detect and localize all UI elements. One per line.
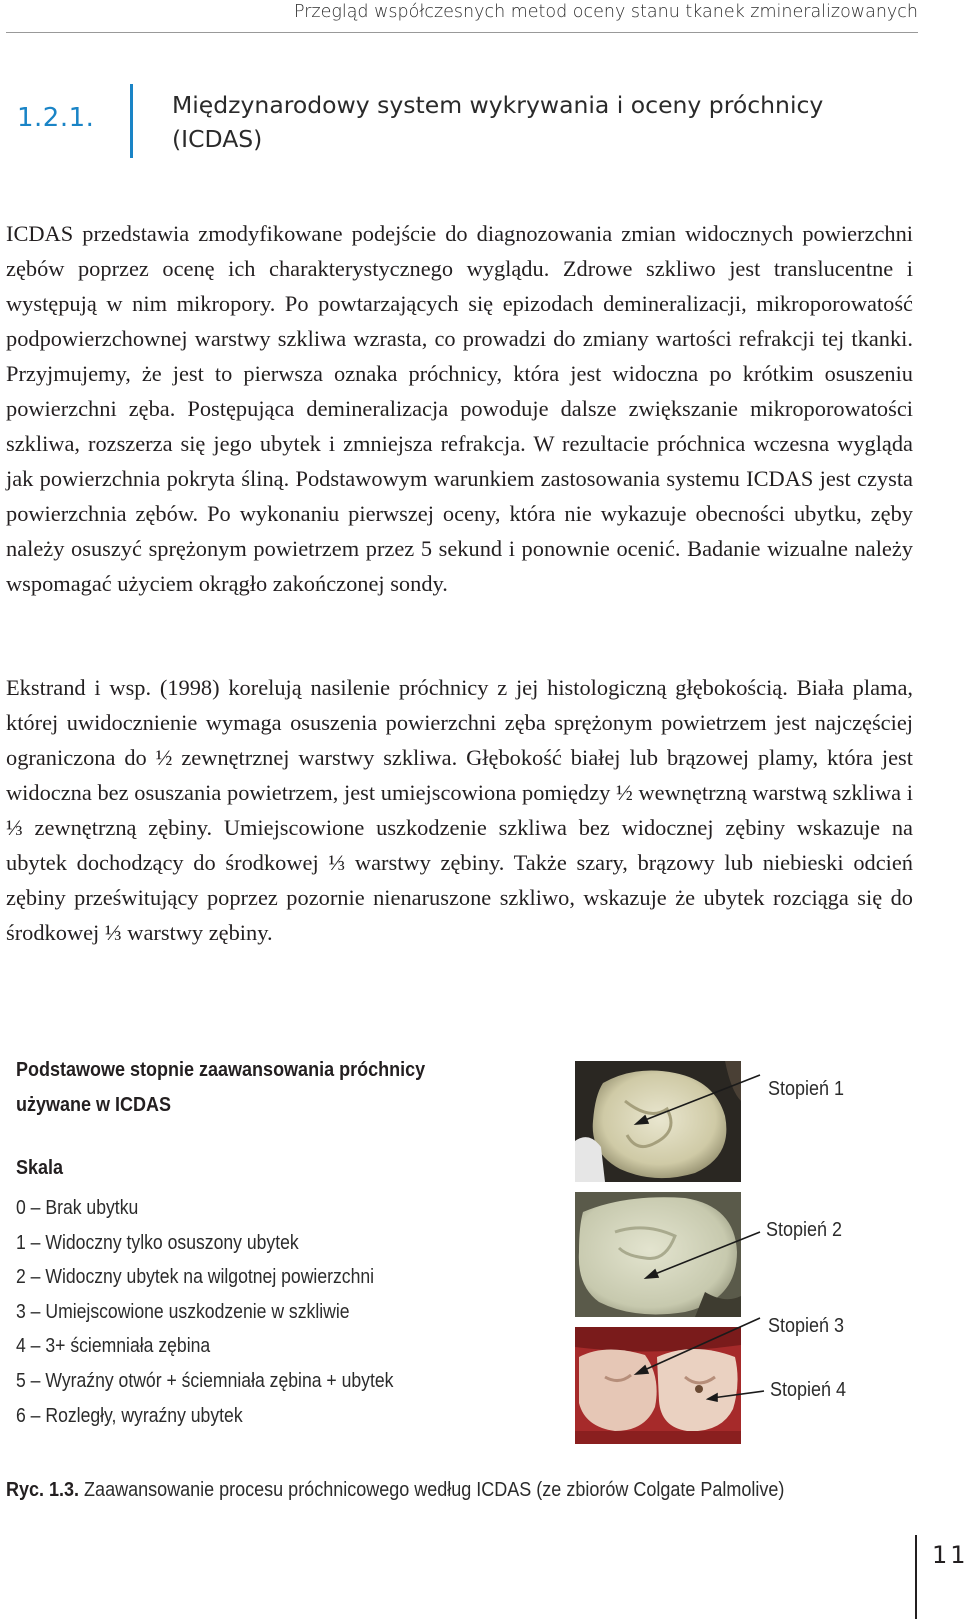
body-paragraph-2: Ekstrand i wsp. (1998) korelują nasilenie próchnicy z jej histologiczną głębokością. Biała plama, której uwidocznienie wymaga osuszenia powierzchni zęba sprężonym powietrzem jest najczęściej ograniczona do ½ zewnętrznej warstwy szkliwa. Głębokość białej lub brązowej plamy, która jest widoczna bez osuszania powietrzem, jest umiejscowiona pomiędzy ½ wewnętrzną warstwą szkliwa i ⅓ zewnętrzną zębiny. Umiejscowione uszkodzenie szkliwa bez widocznej zębiny wskazuje na ubytek dochodzący do środkowej ⅓ warstwy zębiny. Także szary, brązowy lub niebieski odcień zębiny prześwitujący poprzez pozornie nienaruszone szkliwo, wskazuje że ubytek rozciąga się do środkowej ⅓ warstwy zębiny. xyxy=(6,675,913,945)
scale-item: 0 – Brak ubytku xyxy=(16,1197,139,1219)
scale-item: 1 – Widoczny tylko osuszony ubytek xyxy=(16,1231,299,1254)
stage-label-1: Stopień 1 xyxy=(768,1078,845,1100)
stage-label-2: Stopień 2 xyxy=(766,1219,843,1241)
footer-bar xyxy=(915,1535,917,1619)
tooth-photo-stage-1 xyxy=(575,1061,741,1182)
figure-number: Ryc. 1.3. xyxy=(6,1479,80,1501)
section-number: 1.2.1. xyxy=(17,103,95,133)
stage-label-3: Stopień 3 xyxy=(768,1315,845,1337)
figure-caption-text: Zaawansowanie procesu próchnicowego według ICDAS (ze zbiorów Colgate Palmolive) xyxy=(84,1479,785,1501)
tooth-photo-stage-2 xyxy=(575,1192,741,1317)
stage-label-4: Stopień 4 xyxy=(770,1379,847,1401)
tooth-photo-stage-3-4 xyxy=(575,1327,741,1444)
scale-item: 6 – Rozległy, wyraźny ubytek xyxy=(16,1404,243,1427)
section-divider-bar xyxy=(130,84,133,158)
scale-list xyxy=(16,1191,393,1433)
header-rule xyxy=(6,32,918,33)
body-paragraph-1: ICDAS przedstawia zmodyfikowane podejście do diagnozowania zmian widocznych powierzchni zębów poprzez ocenę ich charakterystycznego wyglądu. Zdrowe szkliwo jest translucentne i występują w nim mikropory. Po powtarzających się epizodach demineralizacji, mikroporowatość podpowierzchownej warstwy szkliwa wzrasta, co prowadzi do zmiany wartości refrakcji tej tkanki. Przyjmujemy, że jest to pierwsza oznaka próchnicy, która jest widoczna po krótkim osuszeniu powierzchni zęba. Postępująca demineralizacja powoduje dalsze zwiększanie mikroporowatości szkliwa, rozszerza się jego ubytek i zmniejsza refrakcja. W rezultacie próchnica wczesna wygląda jak powierzchnia pokryta śliną. Podstawowym warunkiem zastosowania systemu ICDAS jest czysta powierzchnia zębów. Po wykonaniu pierwszej oceny, która nie wykazuje obecności ubytku, zęby należy osuszyć sprężonym powietrzem przez 5 sekund i ponownie ocenić. Badanie wizualne należy wspomagać użyciem okrągło zakończonej sondy. xyxy=(6,221,913,596)
scale-item: 5 – Wyraźny otwór + ściemniała zębina + ubytek xyxy=(16,1369,394,1392)
section-title: Międzynarodowy system wykrywania i oceny próchnicy (ICDAS) xyxy=(172,91,824,153)
scale-item: 4 – 3+ ściemniała zębina xyxy=(16,1335,211,1358)
figure-caption xyxy=(6,1479,816,1502)
scale-item: 2 – Widoczny ubytek na wilgotnej powierzchni xyxy=(16,1266,375,1289)
figure-box-heading: Podstawowe stopnie zaawansowania próchnicy używane w ICDAS xyxy=(16,1059,426,1116)
page-number: 11 xyxy=(932,1541,969,1569)
scale-item: 3 – Umiejscowione uszkodzenie w szkliwie xyxy=(16,1300,350,1323)
scale-title: Skala xyxy=(16,1157,64,1179)
running-header: Przegląd współczesnych metod oceny stanu tkanek zmineralizowanych xyxy=(293,2,918,22)
